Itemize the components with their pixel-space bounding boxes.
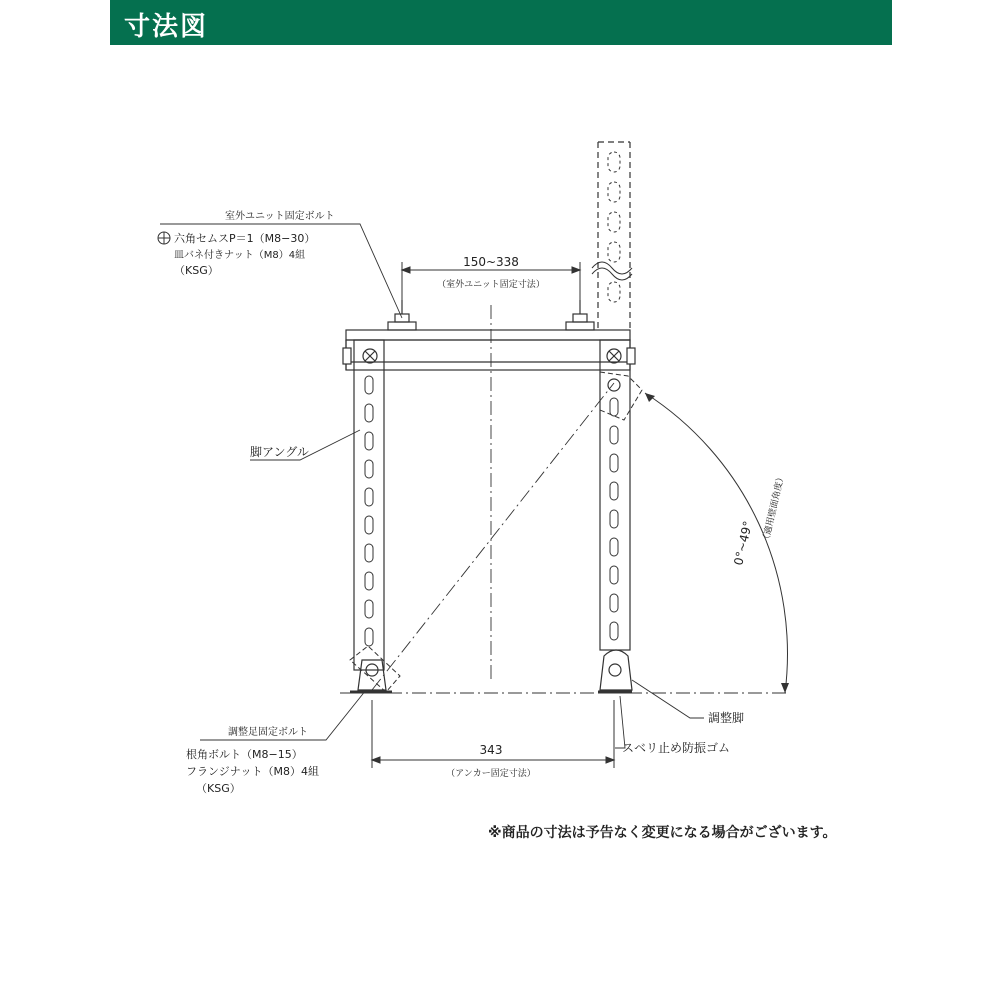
bottom-dim-note: （アンカー固定寸法） xyxy=(446,769,536,779)
diagonal-line xyxy=(372,383,614,690)
top-dim-value: 150~338 xyxy=(463,255,519,269)
adj-bolt-spec2: フランジナット（M8）4組 xyxy=(186,765,319,778)
unit-bolt-title: 室外ユニット固定ボルト xyxy=(225,211,335,222)
unit-bolt-right xyxy=(566,300,594,330)
adjust-foot-label: 調整脚 xyxy=(708,711,745,725)
adj-bolt-spec1: 根角ボルト（M8−15） xyxy=(186,748,303,761)
bottom-dim-value: 343 xyxy=(479,743,503,757)
rubber-label: スベリ止め防振ゴム xyxy=(622,741,731,755)
left-adjust-foot xyxy=(350,646,400,692)
footer-note: ※商品の寸法は予告なく変更になる場合がございます。 xyxy=(488,825,837,841)
right-leg-slots xyxy=(610,398,618,640)
leg-angle-label: 脚アングル xyxy=(250,445,309,459)
adj-bolt-title: 調整足固定ボルト xyxy=(228,727,308,738)
left-leg-slots xyxy=(365,376,373,646)
page-title: 寸法図 xyxy=(124,12,209,42)
bottom-dimension xyxy=(372,700,614,768)
angle-range-label: 0°~49° xyxy=(731,519,756,567)
right-leg xyxy=(600,340,642,650)
unit-bolt-left xyxy=(388,300,416,330)
top-beam xyxy=(346,330,630,370)
unit-bolt-spec1: 六角セムスP＝1（M8−30） xyxy=(174,232,316,245)
unit-bolt-spec2: 皿バネ付きナット（M8）4組 xyxy=(174,250,306,261)
adj-bolt-spec3: （KSG） xyxy=(196,782,241,795)
top-dim-note: （室外ユニット固定寸法） xyxy=(437,280,545,290)
leaders xyxy=(160,224,704,748)
bolt-symbol-icon xyxy=(158,232,170,244)
right-adjust-foot xyxy=(598,650,632,692)
angle-note-label: （適用壁面角度） xyxy=(761,472,788,545)
left-leg xyxy=(343,340,384,670)
unit-bolt-spec3: （KSG） xyxy=(174,264,219,277)
